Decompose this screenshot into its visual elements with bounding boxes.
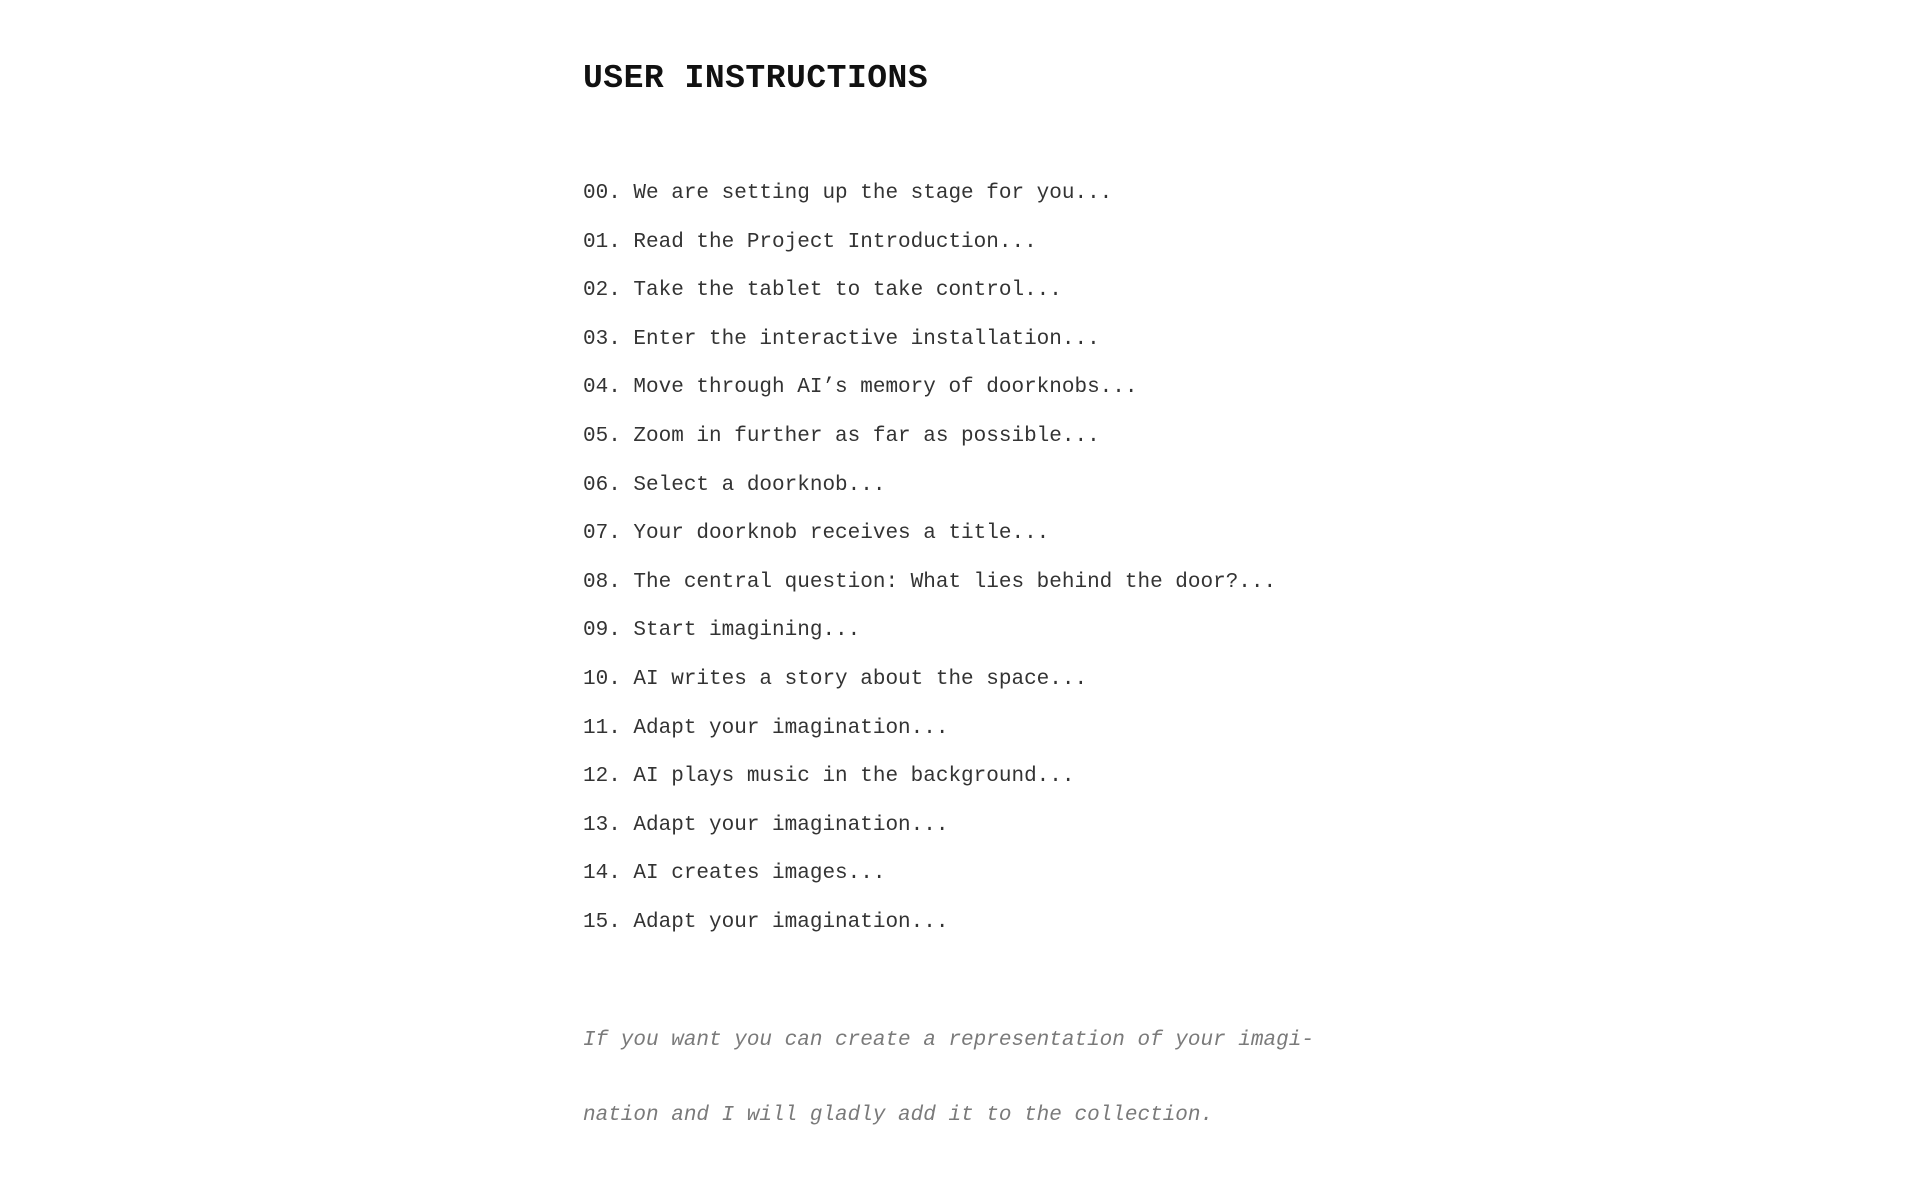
instructions-page <box>583 58 1403 1178</box>
instruction-step: 05. Zoom in further as far as possible... <box>583 424 1100 448</box>
instruction-step: 07. Your doorknob receives a title... <box>583 522 1050 546</box>
instruction-step: 15. Adapt your imagination... <box>583 910 949 934</box>
instruction-step: 06. Select a doorknob... <box>583 473 886 497</box>
instruction-step: 14. AI creates images... <box>583 862 886 886</box>
closing-note <box>583 978 1403 1178</box>
instruction-step: 09. Start imagining... <box>583 619 861 643</box>
instruction-step: 10. AI writes a story about the space... <box>583 667 1088 691</box>
closing-note-line: If you want you can create a representation of your imagi- <box>583 1028 1314 1052</box>
instruction-step: 12. AI plays music in the background... <box>583 765 1075 789</box>
instruction-list <box>583 182 1403 935</box>
instruction-step: 03. Enter the interactive installation... <box>583 327 1100 351</box>
instruction-step: 11. Adapt your imagination... <box>583 716 949 740</box>
page-title: USER INSTRUCTIONS <box>583 60 929 97</box>
instruction-step: 04. Move through AI’s memory of doorknobs... <box>583 376 1138 400</box>
closing-note-line: nation and I will gladly add it to the collection. <box>583 1103 1214 1127</box>
instruction-step: 08. The central question: What lies behind the door?... <box>583 570 1277 594</box>
instruction-step: 00. We are setting up the stage for you... <box>583 182 1113 205</box>
instruction-step: 02. Take the tablet to take control... <box>583 279 1062 303</box>
instruction-step: 13. Adapt your imagination... <box>583 813 949 837</box>
instruction-step: 01. Read the Project Introduction... <box>583 230 1037 254</box>
